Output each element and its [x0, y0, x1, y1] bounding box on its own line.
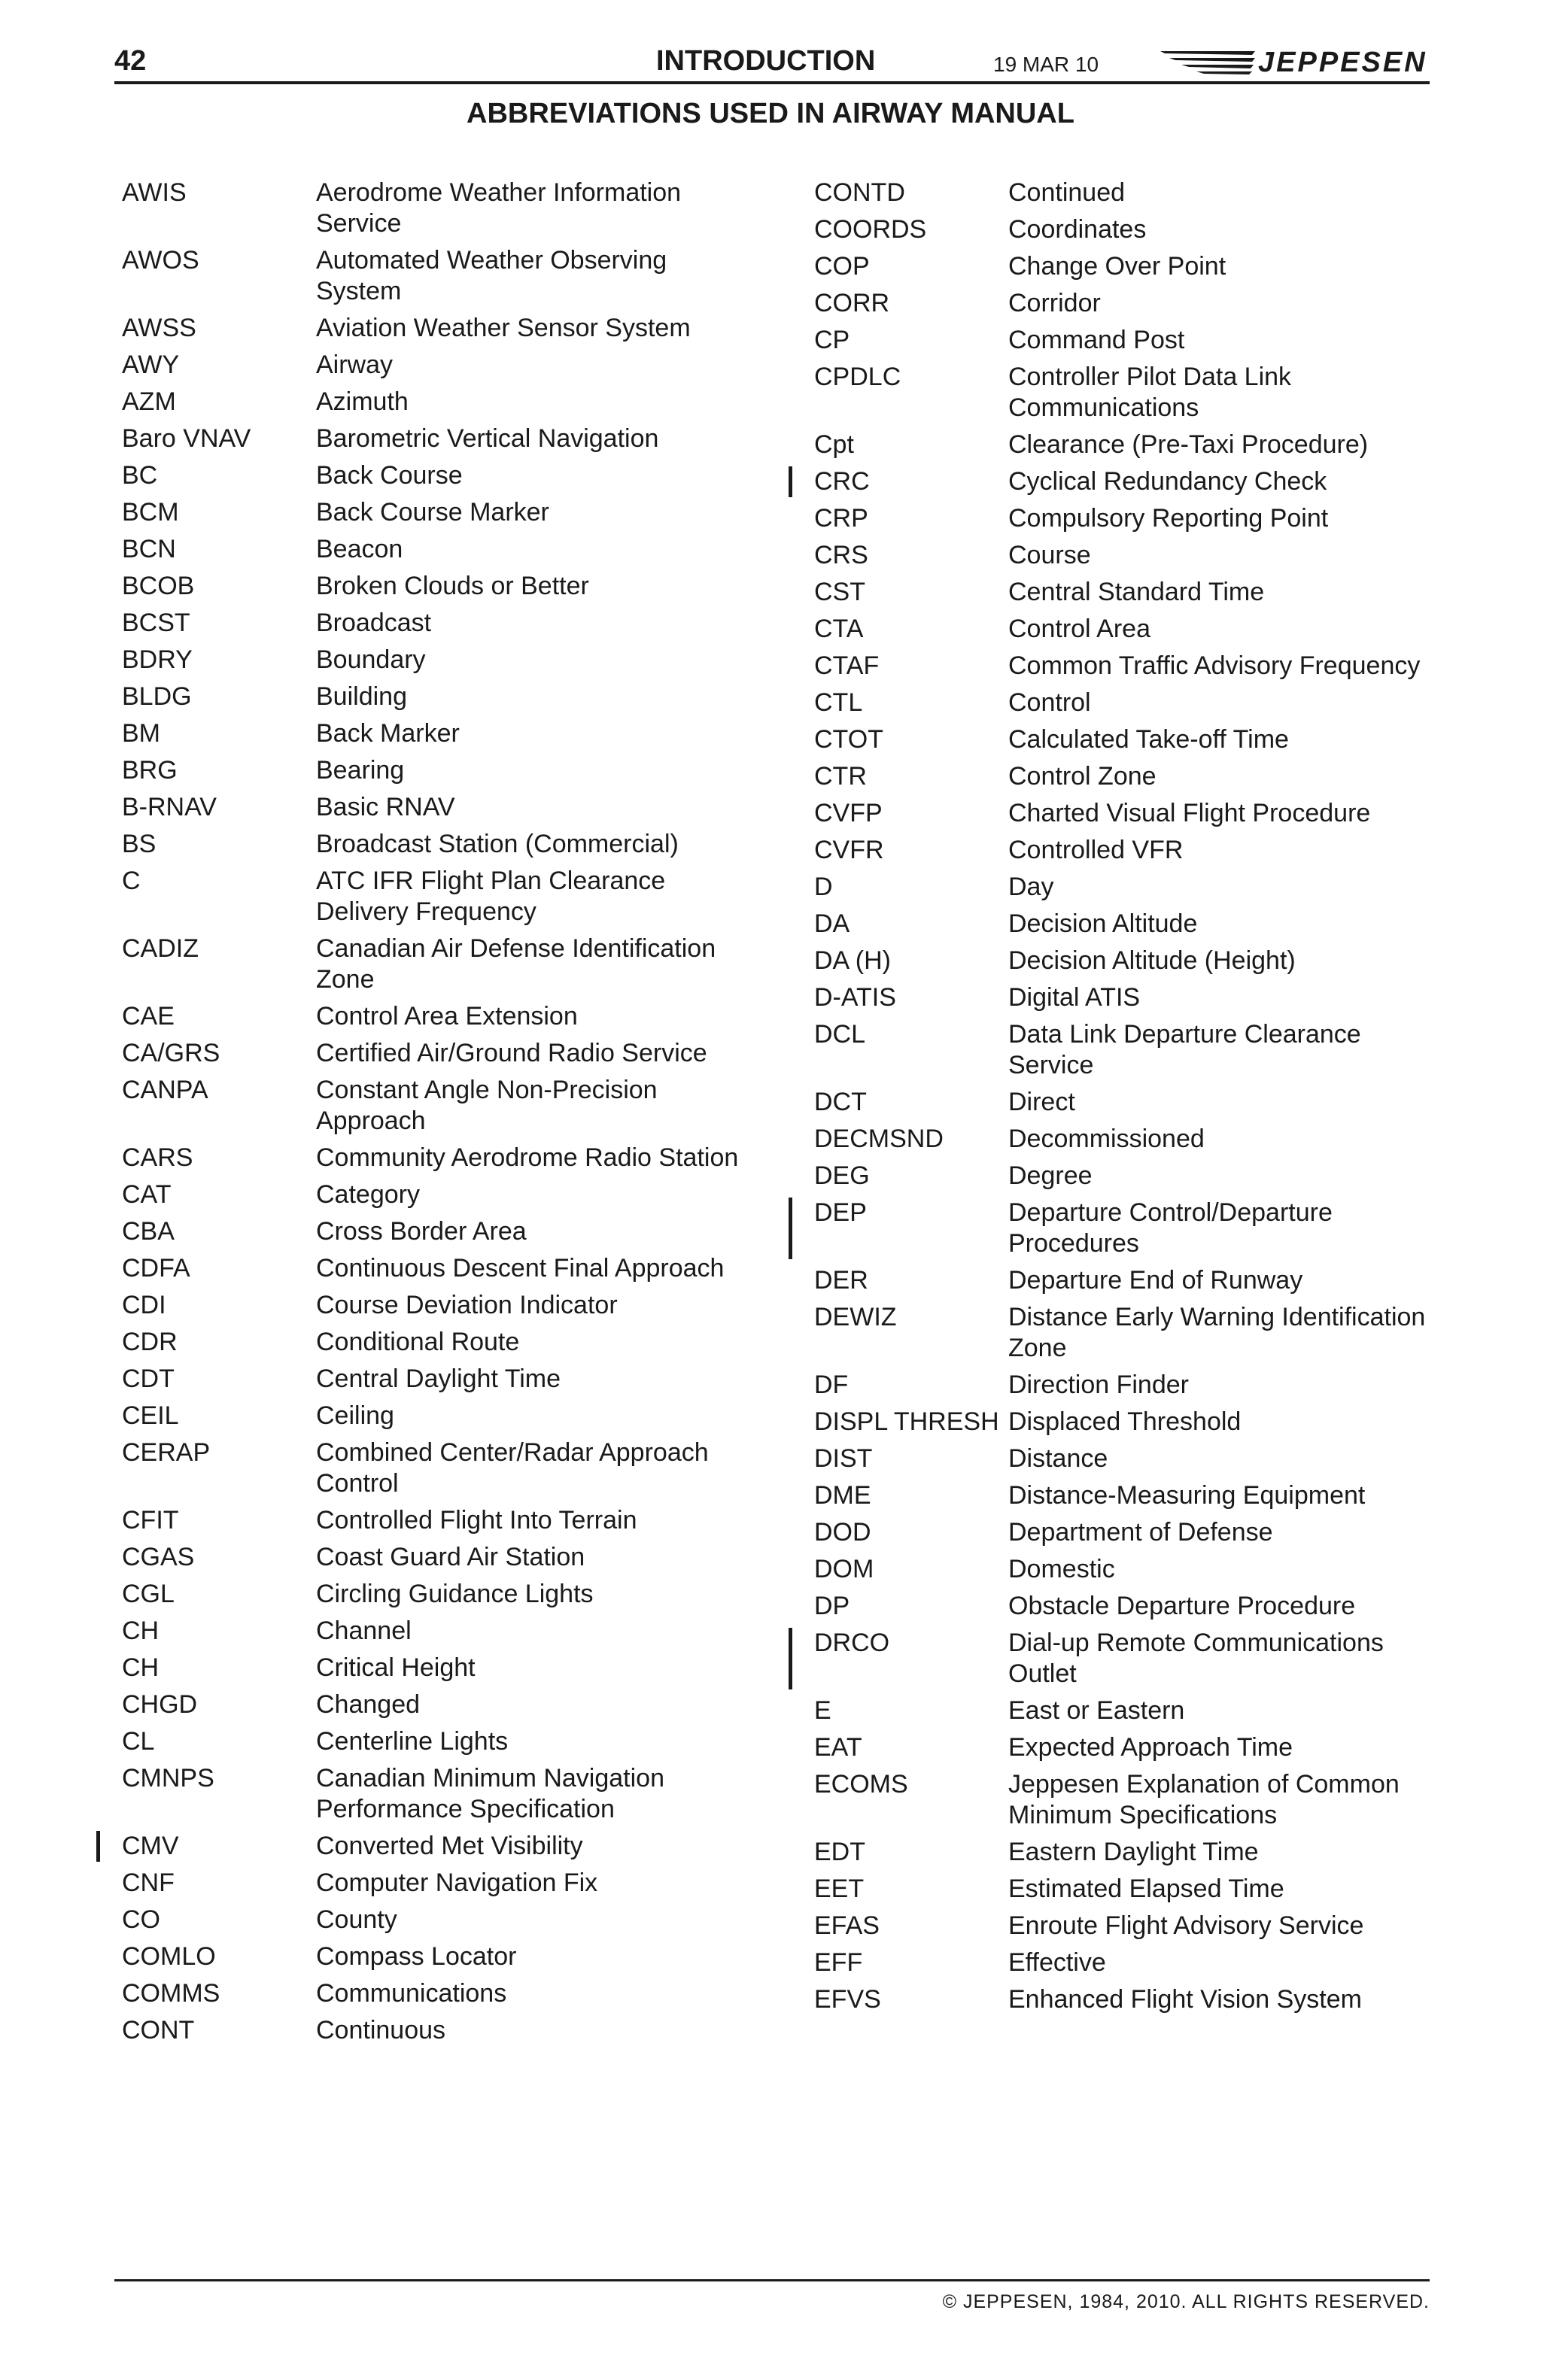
- abbreviation-definition: Aviation Weather Sensor System: [316, 314, 691, 342]
- abbreviation-definition: Direct: [1008, 1088, 1075, 1116]
- abbreviation-entry: [122, 1290, 746, 1321]
- abbreviation-entry: [122, 1831, 746, 1862]
- abbreviation-term: EDT: [814, 1838, 865, 1866]
- abbreviation-entry: [814, 1480, 1439, 1511]
- abbreviation-definition: Computer Navigation Fix: [316, 1868, 598, 1897]
- abbreviation-definition: Day: [1008, 873, 1054, 901]
- revision-change-bar: [789, 1628, 792, 1689]
- abbreviation-definition: Departure End of Runway: [1008, 1266, 1303, 1295]
- abbreviation-definition: Expected Approach Time: [1008, 1733, 1293, 1762]
- abbreviation-definition: Dial-up Remote Communications Outlet: [1008, 1629, 1384, 1688]
- abbreviation-definition: Continuous: [316, 2016, 446, 2045]
- abbreviation-entry: [814, 1591, 1439, 1622]
- abbreviation-entry: [122, 350, 746, 381]
- abbreviation-term: CH: [122, 1617, 160, 1645]
- abbreviation-term: BRG: [122, 756, 178, 785]
- abbreviation-entry: [814, 1911, 1439, 1941]
- abbreviation-entry: [814, 835, 1439, 866]
- abbreviation-term: DCL: [814, 1020, 866, 1049]
- abbreviation-entry: [122, 387, 746, 417]
- abbreviation-term: CVFR: [814, 836, 884, 864]
- abbreviation-entry: [814, 214, 1439, 245]
- abbreviation-term: CA/GRS: [122, 1039, 220, 1067]
- abbreviation-term: ECOMS: [814, 1770, 908, 1799]
- abbreviation-entry: [814, 946, 1439, 976]
- abbreviation-definition: Enhanced Flight Vision System: [1008, 1985, 1362, 2014]
- abbreviation-definition: Control: [1008, 688, 1091, 717]
- abbreviation-term: DP: [814, 1592, 850, 1620]
- abbreviation-definition: Bearing: [316, 756, 405, 785]
- abbreviation-definition: Barometric Vertical Navigation: [316, 424, 659, 453]
- abbreviation-definition: Domestic: [1008, 1555, 1115, 1583]
- abbreviation-term: DRCO: [814, 1629, 890, 1657]
- abbreviation-entry: [122, 1689, 746, 1720]
- abbreviation-definition: Broken Clouds or Better: [316, 572, 589, 600]
- abbreviation-term: CTL: [814, 688, 863, 717]
- abbreviation-definition: Channel: [316, 1617, 412, 1645]
- abbreviation-term: CL: [122, 1727, 155, 1756]
- revision-change-bar: [789, 1198, 792, 1259]
- abbreviation-entry: [122, 1978, 746, 2009]
- abbreviation-term: CGL: [122, 1580, 175, 1608]
- abbreviation-term: BC: [122, 461, 158, 490]
- abbreviation-entry: [814, 1370, 1439, 1401]
- abbreviation-entry: [122, 1542, 746, 1573]
- abbreviation-entry: [122, 1763, 746, 1825]
- logo-text: JEPPESEN: [1258, 47, 1427, 78]
- jeppesen-logo: [1159, 47, 1430, 77]
- abbreviation-term: AWSS: [122, 314, 196, 342]
- abbreviation-entry: [122, 1179, 746, 1210]
- abbreviation-term: DER: [814, 1266, 868, 1295]
- abbreviation-definition: Back Course Marker: [316, 498, 549, 527]
- abbreviation-term: CO: [122, 1905, 160, 1934]
- abbreviation-entry: [814, 688, 1439, 718]
- abbreviation-entry: [122, 1579, 746, 1610]
- abbreviation-entry: [122, 534, 746, 565]
- abbreviation-term: E: [814, 1696, 831, 1725]
- abbreviation-definition: Control Area: [1008, 615, 1150, 643]
- abbreviation-entry: [122, 1001, 746, 1032]
- abbreviation-term: CONTD: [814, 178, 905, 207]
- abbreviation-definition: Departure Control/Departure Procedures: [1008, 1198, 1333, 1258]
- abbreviation-definition: Cross Border Area: [316, 1217, 527, 1246]
- abbreviation-term: CERAP: [122, 1438, 211, 1467]
- abbreviation-definition: Decision Altitude (Height): [1008, 946, 1296, 975]
- abbreviation-definition: Category: [316, 1180, 420, 1209]
- abbreviation-entry: [814, 178, 1439, 208]
- abbreviation-entry: [122, 571, 746, 602]
- abbreviation-entry: [814, 1874, 1439, 1905]
- abbreviation-term: CDT: [122, 1365, 175, 1393]
- page-number: 42: [114, 45, 147, 77]
- abbreviation-definition: Constant Angle Non-Precision Approach: [316, 1076, 658, 1135]
- abbreviation-term: DF: [814, 1371, 849, 1399]
- abbreviation-definition: Decision Altitude: [1008, 909, 1198, 938]
- header-rule: [114, 81, 1430, 84]
- abbreviation-term: BCOB: [122, 572, 195, 600]
- abbreviation-entry: [814, 909, 1439, 940]
- abbreviation-term: CDR: [122, 1328, 178, 1356]
- abbreviation-term: CRC: [814, 467, 870, 496]
- abbreviation-term: CPDLC: [814, 363, 901, 391]
- abbreviation-term: CANPA: [122, 1076, 208, 1104]
- abbreviation-entry: [122, 497, 746, 528]
- abbreviation-term: DEWIZ: [814, 1303, 897, 1331]
- abbreviation-entry: [122, 423, 746, 454]
- abbreviation-definition: Changed: [316, 1690, 421, 1719]
- abbreviation-entry: [122, 1653, 746, 1683]
- abbreviation-entry: [122, 245, 746, 307]
- abbreviation-definition: Calculated Take-off Time: [1008, 725, 1289, 754]
- abbreviation-entry: [814, 540, 1439, 571]
- abbreviation-definition: Jeppesen Explanation of Common Minimum Specifications: [1008, 1770, 1400, 1829]
- abbreviation-definition: Critical Height: [316, 1653, 476, 1682]
- abbreviation-entry: [814, 325, 1439, 356]
- abbreviation-term: BCST: [122, 609, 190, 637]
- abbreviation-definition: Coordinates: [1008, 215, 1147, 244]
- abbreviation-definition: Back Marker: [316, 719, 460, 748]
- abbreviation-term: CNF: [122, 1868, 175, 1897]
- abbreviation-definition: Building: [316, 682, 407, 711]
- abbreviation-entry: [122, 1941, 746, 1972]
- abbreviation-term: CRS: [814, 541, 868, 569]
- abbreviation-entry: [122, 1075, 746, 1137]
- abbreviation-definition: Estimated Elapsed Time: [1008, 1875, 1284, 1903]
- abbreviation-definition: Beacon: [316, 535, 403, 563]
- abbreviation-term: BCM: [122, 498, 179, 527]
- abbreviation-entry: [814, 1554, 1439, 1585]
- abbreviation-term: C: [122, 867, 141, 895]
- abbreviation-term: D: [814, 873, 833, 901]
- abbreviation-entry: [122, 1905, 746, 1935]
- abbreviation-definition: Control Zone: [1008, 762, 1157, 791]
- abbreviation-term: CTA: [814, 615, 864, 643]
- abbreviation-definition: County: [316, 1905, 397, 1934]
- abbreviation-term: DEG: [814, 1161, 870, 1190]
- abbreviation-entry: [814, 798, 1439, 829]
- abbreviation-definition: Combined Center/Radar Approach Control: [316, 1438, 709, 1498]
- abbreviation-entry: [814, 362, 1439, 423]
- abbreviation-definition: Digital ATIS: [1008, 983, 1141, 1012]
- abbreviation-term: COMLO: [122, 1942, 216, 1971]
- abbreviation-term: DCT: [814, 1088, 867, 1116]
- abbreviation-term: CMV: [122, 1832, 179, 1860]
- abbreviations-left-column: [122, 178, 746, 2052]
- abbreviation-definition: Communications: [316, 1979, 507, 2008]
- abbreviation-entry: [814, 1947, 1439, 1978]
- abbreviation-term: BDRY: [122, 645, 193, 674]
- abbreviation-definition: Conditional Route: [316, 1328, 520, 1356]
- abbreviation-definition: Certified Air/Ground Radio Service: [316, 1039, 707, 1067]
- abbreviation-entry: [814, 1769, 1439, 1831]
- abbreviation-definition: Obstacle Departure Procedure: [1008, 1592, 1356, 1620]
- abbreviation-definition: Distance Early Warning Identification Zone: [1008, 1303, 1426, 1362]
- abbreviation-term: BM: [122, 719, 160, 748]
- page-header: [114, 44, 1430, 83]
- abbreviation-definition: Compulsory Reporting Point: [1008, 504, 1329, 533]
- abbreviation-definition: Compass Locator: [316, 1942, 517, 1971]
- abbreviation-entry: [122, 718, 746, 749]
- abbreviation-entry: [814, 1695, 1439, 1726]
- abbreviation-definition: East or Eastern: [1008, 1696, 1185, 1725]
- abbreviation-term: AWOS: [122, 246, 199, 275]
- page-title: ABBREVIATIONS USED IN AIRWAY MANUAL: [467, 98, 1074, 129]
- abbreviation-definition: Data Link Departure Clearance Service: [1008, 1020, 1361, 1079]
- revision-change-bar: [96, 1831, 100, 1862]
- abbreviation-entry: [814, 1732, 1439, 1763]
- abbreviation-definition: Controlled VFR: [1008, 836, 1184, 864]
- abbreviation-entry: [814, 724, 1439, 755]
- abbreviation-term: DEP: [814, 1198, 867, 1227]
- abbreviation-definition: Azimuth: [316, 387, 409, 416]
- abbreviation-term: AWY: [122, 351, 180, 379]
- abbreviation-definition: Continuous Descent Final Approach: [316, 1254, 725, 1283]
- abbreviation-definition: Distance: [1008, 1444, 1108, 1473]
- abbreviation-entry: [122, 829, 746, 860]
- abbreviation-entry: [122, 1327, 746, 1358]
- abbreviation-term: EFAS: [814, 1911, 880, 1940]
- abbreviation-term: CADIZ: [122, 934, 199, 963]
- abbreviation-term: DA (H): [814, 946, 891, 975]
- abbreviation-entry: [814, 1628, 1439, 1689]
- abbreviation-entry: [814, 288, 1439, 319]
- abbreviation-term: DOM: [814, 1555, 874, 1583]
- abbreviation-entry: [814, 1265, 1439, 1296]
- abbreviation-term: DA: [814, 909, 850, 938]
- abbreviation-term: DIST: [814, 1444, 873, 1473]
- abbreviation-definition: Controlled Flight Into Terrain: [316, 1506, 637, 1535]
- abbreviation-term: AZM: [122, 387, 176, 416]
- abbreviation-entry: [122, 866, 746, 927]
- abbreviation-term: CDFA: [122, 1254, 190, 1283]
- abbreviation-definition: Coast Guard Air Station: [316, 1543, 585, 1571]
- abbreviation-definition: Back Course: [316, 461, 463, 490]
- abbreviation-entry: [814, 872, 1439, 903]
- abbreviation-definition: Basic RNAV: [316, 793, 455, 821]
- abbreviation-definition: Aerodrome Weather Information Service: [316, 178, 682, 238]
- abbreviation-entry: [814, 1837, 1439, 1868]
- abbreviation-entry: [122, 608, 746, 639]
- abbreviation-entry: [814, 251, 1439, 282]
- abbreviation-entry: [122, 460, 746, 491]
- abbreviation-definition: Clearance (Pre-Taxi Procedure): [1008, 430, 1369, 459]
- abbreviation-entry: [814, 1198, 1439, 1259]
- abbreviation-definition: Automated Weather Observing System: [316, 246, 667, 305]
- abbreviation-definition: Circling Guidance Lights: [316, 1580, 594, 1608]
- section-title: INTRODUCTION: [656, 45, 876, 77]
- abbreviation-definition: Common Traffic Advisory Frequency: [1008, 651, 1421, 680]
- abbreviation-term: EAT: [814, 1733, 862, 1762]
- abbreviation-definition: Broadcast Station (Commercial): [316, 830, 679, 858]
- abbreviation-term: DME: [814, 1481, 871, 1510]
- abbreviation-term: CTR: [814, 762, 867, 791]
- abbreviation-term: DECMSND: [814, 1125, 944, 1153]
- abbreviation-term: CAT: [122, 1180, 172, 1209]
- abbreviation-entry: [814, 1407, 1439, 1437]
- abbreviation-definition: Corridor: [1008, 289, 1101, 317]
- abbreviation-term: COORDS: [814, 215, 927, 244]
- abbreviation-term: CGAS: [122, 1543, 195, 1571]
- abbreviation-definition: Canadian Minimum Navigation Performance Specification: [316, 1764, 665, 1823]
- abbreviation-definition: Central Standard Time: [1008, 578, 1265, 606]
- abbreviations-right-column: [814, 178, 1439, 2021]
- abbreviation-term: CFIT: [122, 1506, 179, 1535]
- abbreviation-term: CORR: [814, 289, 890, 317]
- abbreviation-entry: [122, 1726, 746, 1757]
- abbreviation-entry: [122, 1253, 746, 1284]
- abbreviation-entry: [814, 1019, 1439, 1081]
- abbreviation-term: CRP: [814, 504, 868, 533]
- abbreviation-entry: [122, 313, 746, 344]
- abbreviation-term: CH: [122, 1653, 160, 1682]
- abbreviation-entry: [122, 1143, 746, 1173]
- abbreviation-entry: [814, 651, 1439, 682]
- abbreviation-term: EFF: [814, 1948, 863, 1977]
- abbreviation-entry: [122, 933, 746, 995]
- abbreviation-entry: [122, 1038, 746, 1069]
- abbreviation-definition: Effective: [1008, 1948, 1106, 1977]
- abbreviation-definition: ATC IFR Flight Plan Clearance Delivery Frequency: [316, 867, 666, 926]
- abbreviation-term: CTAF: [814, 651, 880, 680]
- abbreviation-entry: [122, 682, 746, 712]
- abbreviation-definition: Eastern Daylight Time: [1008, 1838, 1259, 1866]
- abbreviation-term: AWIS: [122, 178, 187, 207]
- abbreviation-entry: [122, 1505, 746, 1536]
- abbreviation-definition: Control Area Extension: [316, 1002, 578, 1031]
- abbreviation-term: CARS: [122, 1143, 193, 1172]
- revision-date: 19 MAR 10: [993, 53, 1099, 76]
- abbreviation-definition: Displaced Threshold: [1008, 1407, 1242, 1436]
- abbreviation-entry: [122, 1401, 746, 1431]
- abbreviation-term: CTOT: [814, 725, 883, 754]
- abbreviation-term: CVFP: [814, 799, 883, 827]
- abbreviation-entry: [122, 645, 746, 675]
- abbreviation-definition: Controller Pilot Data Link Communications: [1008, 363, 1292, 422]
- abbreviation-definition: Degree: [1008, 1161, 1093, 1190]
- abbreviation-entry: [814, 1302, 1439, 1364]
- abbreviation-entry: [122, 2015, 746, 2046]
- abbreviation-definition: Central Daylight Time: [316, 1365, 561, 1393]
- abbreviation-definition: Command Post: [1008, 326, 1185, 354]
- abbreviation-definition: Ceiling: [316, 1401, 394, 1430]
- abbreviation-term: EFVS: [814, 1985, 881, 2014]
- abbreviation-entry: [814, 1443, 1439, 1474]
- abbreviation-entry: [814, 466, 1439, 497]
- abbreviation-term: Baro VNAV: [122, 424, 251, 453]
- abbreviation-term: BS: [122, 830, 157, 858]
- abbreviation-term: BCN: [122, 535, 176, 563]
- abbreviation-entry: [814, 614, 1439, 645]
- abbreviation-term: D-ATIS: [814, 983, 896, 1012]
- abbreviation-entry: [814, 761, 1439, 792]
- abbreviation-definition: Course: [1008, 541, 1091, 569]
- abbreviation-definition: Canadian Air Defense Identification Zone: [316, 934, 716, 994]
- abbreviation-definition: Course Deviation Indicator: [316, 1291, 618, 1319]
- abbreviation-definition: Distance-Measuring Equipment: [1008, 1481, 1366, 1510]
- abbreviation-definition: Decommissioned: [1008, 1125, 1205, 1153]
- abbreviation-entry: [122, 1437, 746, 1499]
- abbreviation-entry: [122, 1868, 746, 1899]
- abbreviation-entry: [814, 1984, 1439, 2015]
- footer-rule: [114, 2279, 1430, 2281]
- abbreviation-term: B-RNAV: [122, 793, 217, 821]
- abbreviation-definition: Cyclical Redundancy Check: [1008, 467, 1327, 496]
- abbreviation-term: Cpt: [814, 430, 854, 459]
- abbreviation-term: DOD: [814, 1518, 871, 1547]
- abbreviation-entry: [814, 982, 1439, 1013]
- abbreviation-entry: [814, 1087, 1439, 1118]
- copyright-notice: © JEPPESEN, 1984, 2010. ALL RIGHTS RESERVED.: [942, 2291, 1430, 2312]
- abbreviation-definition: Boundary: [316, 645, 426, 674]
- abbreviation-term: COMMS: [122, 1979, 220, 2008]
- abbreviation-definition: Charted Visual Flight Procedure: [1008, 799, 1371, 827]
- abbreviation-term: CEIL: [122, 1401, 179, 1430]
- abbreviation-term: COP: [814, 252, 870, 281]
- abbreviation-definition: Enroute Flight Advisory Service: [1008, 1911, 1364, 1940]
- abbreviation-definition: Continued: [1008, 178, 1126, 207]
- abbreviation-term: CDI: [122, 1291, 166, 1319]
- revision-change-bar: [789, 466, 792, 497]
- abbreviation-entry: [122, 1216, 746, 1247]
- abbreviation-term: CST: [814, 578, 865, 606]
- abbreviation-entry: [814, 1161, 1439, 1192]
- abbreviation-definition: Direction Finder: [1008, 1371, 1189, 1399]
- abbreviation-entry: [814, 430, 1439, 460]
- abbreviation-definition: Centerline Lights: [316, 1727, 509, 1756]
- abbreviation-term: CHGD: [122, 1690, 198, 1719]
- abbreviation-term: CBA: [122, 1217, 175, 1246]
- abbreviation-term: BLDG: [122, 682, 192, 711]
- abbreviation-entry: [122, 1616, 746, 1647]
- abbreviation-definition: Broadcast: [316, 609, 432, 637]
- abbreviation-term: CMNPS: [122, 1764, 214, 1793]
- abbreviation-definition: Community Aerodrome Radio Station: [316, 1143, 739, 1172]
- logo-swoosh-icon: [1159, 47, 1257, 77]
- abbreviation-entry: [814, 1124, 1439, 1155]
- abbreviation-term: CONT: [122, 2016, 195, 2045]
- abbreviation-term: CAE: [122, 1002, 175, 1031]
- abbreviation-term: DISPL THRESH: [814, 1407, 999, 1436]
- abbreviation-term: CP: [814, 326, 850, 354]
- abbreviation-definition: Airway: [316, 351, 394, 379]
- abbreviation-definition: Department of Defense: [1008, 1518, 1273, 1547]
- abbreviation-entry: [814, 577, 1439, 608]
- abbreviation-entry: [122, 178, 746, 239]
- abbreviation-definition: Converted Met Visibility: [316, 1832, 583, 1860]
- abbreviation-definition: Change Over Point: [1008, 252, 1226, 281]
- abbreviation-entry: [814, 1517, 1439, 1548]
- abbreviation-entry: [122, 792, 746, 823]
- abbreviation-entry: [814, 503, 1439, 534]
- abbreviation-term: EET: [814, 1875, 865, 1903]
- abbreviation-entry: [122, 1364, 746, 1395]
- abbreviation-entry: [122, 755, 746, 786]
